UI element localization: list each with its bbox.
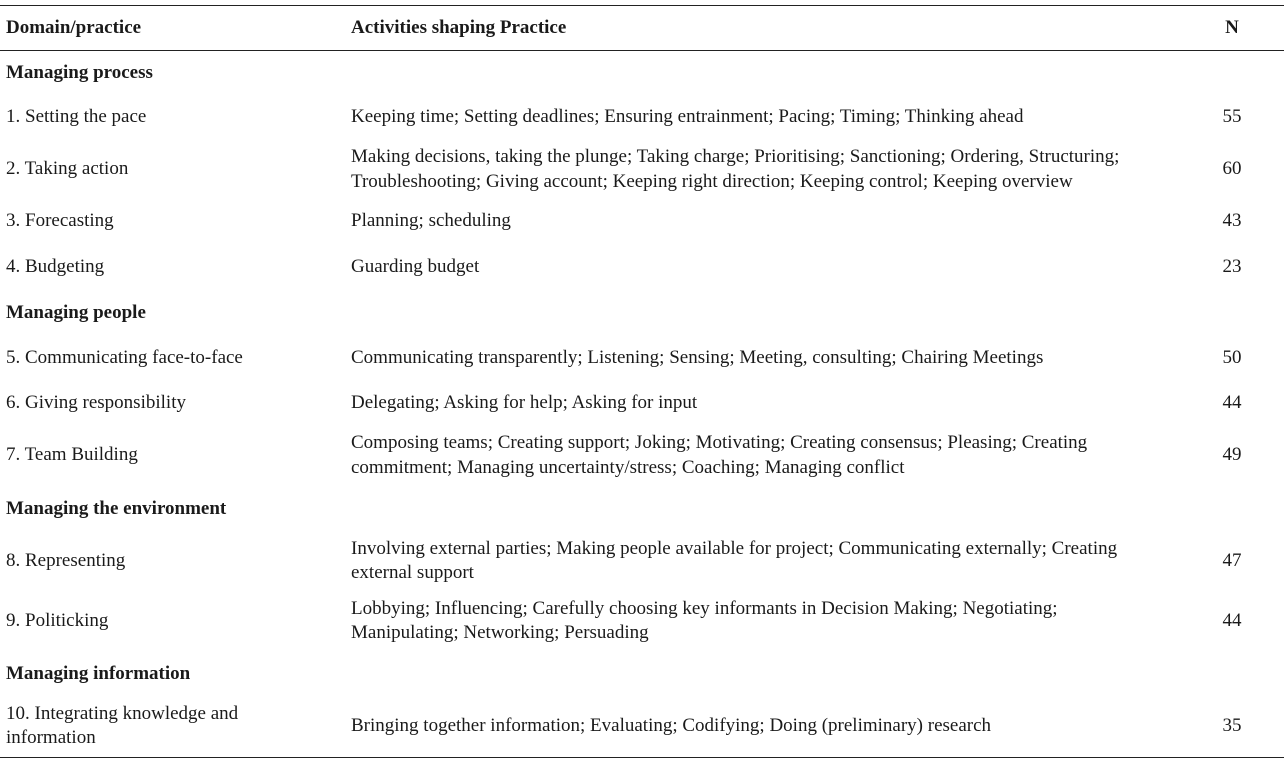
section-title-information: Managing information <box>6 663 191 684</box>
row-practice: 6. Giving responsibility <box>6 392 186 413</box>
row-activities-line2: external support <box>351 562 474 583</box>
section-title-people: Managing people <box>6 302 146 323</box>
row-practice-line2: information <box>6 727 96 748</box>
row-activities: Keeping time; Setting deadlines; Ensuring entrainment; Pacing; Timing; Thinking ahead <box>351 106 1024 127</box>
row-activities-line1: Involving external parties; Making people available for project; Communicating externally; Creating <box>351 538 1118 559</box>
row-practice: 4. Budgeting <box>6 256 105 277</box>
bottom-rule <box>0 757 1284 758</box>
header-n: N <box>1225 17 1239 38</box>
row-practice: 3. Forecasting <box>6 210 114 231</box>
row-n: 35 <box>1222 715 1242 736</box>
row-n: 47 <box>1222 550 1242 571</box>
row-n: 44 <box>1222 610 1242 631</box>
row-activities-line2: Troubleshooting; Giving account; Keeping right direction; Keeping control; Keeping overview <box>351 171 1073 192</box>
row-n: 55 <box>1222 106 1242 127</box>
row-activities: Guarding budget <box>351 256 480 277</box>
row-practice: 9. Politicking <box>6 610 109 631</box>
row-practice-line1: 10. Integrating knowledge and <box>6 703 239 724</box>
row-practice: 5. Communicating face-to-face <box>6 347 243 368</box>
section-title-environment: Managing the environment <box>6 498 227 519</box>
row-practice: 2. Taking action <box>6 158 129 179</box>
row-activities: Delegating; Asking for help; Asking for input <box>351 392 698 413</box>
row-practice: 7. Team Building <box>6 444 138 465</box>
row-n: 23 <box>1222 256 1242 277</box>
section-title-process: Managing process <box>6 62 153 83</box>
top-rule <box>0 5 1284 6</box>
row-practice: 1. Setting the pace <box>6 106 147 127</box>
row-activities-line1: Composing teams; Creating support; Joking; Motivating; Creating consensus; Pleasing; Creating <box>351 432 1088 453</box>
row-activities: Bringing together information; Evaluating; Codifying; Doing (preliminary) research <box>351 715 992 736</box>
row-activities-line1: Lobbying; Influencing; Carefully choosing key informants in Decision Making; Negotiating; <box>351 598 1058 619</box>
header-domain: Domain/practice <box>6 17 142 38</box>
row-n: 60 <box>1222 158 1242 179</box>
row-activities: Communicating transparently; Listening; Sensing; Meeting, consulting; Chairing Meetings <box>351 347 1044 368</box>
row-n: 49 <box>1222 444 1242 465</box>
header-activities: Activities shaping Practice <box>351 17 567 38</box>
row-n: 44 <box>1222 392 1242 413</box>
row-activities-line1: Making decisions, taking the plunge; Taking charge; Prioritising; Sanctioning; Ordering, Structuring; <box>351 146 1120 167</box>
row-n: 43 <box>1222 210 1242 231</box>
header-rule <box>0 50 1284 51</box>
row-activities: Planning; scheduling <box>351 210 511 231</box>
row-activities-line2: Manipulating; Networking; Persuading <box>351 622 649 643</box>
row-practice: 8. Representing <box>6 550 126 571</box>
row-n: 50 <box>1222 347 1242 368</box>
row-activities-line2: commitment; Managing uncertainty/stress; Coaching; Managing conflict <box>351 457 905 478</box>
